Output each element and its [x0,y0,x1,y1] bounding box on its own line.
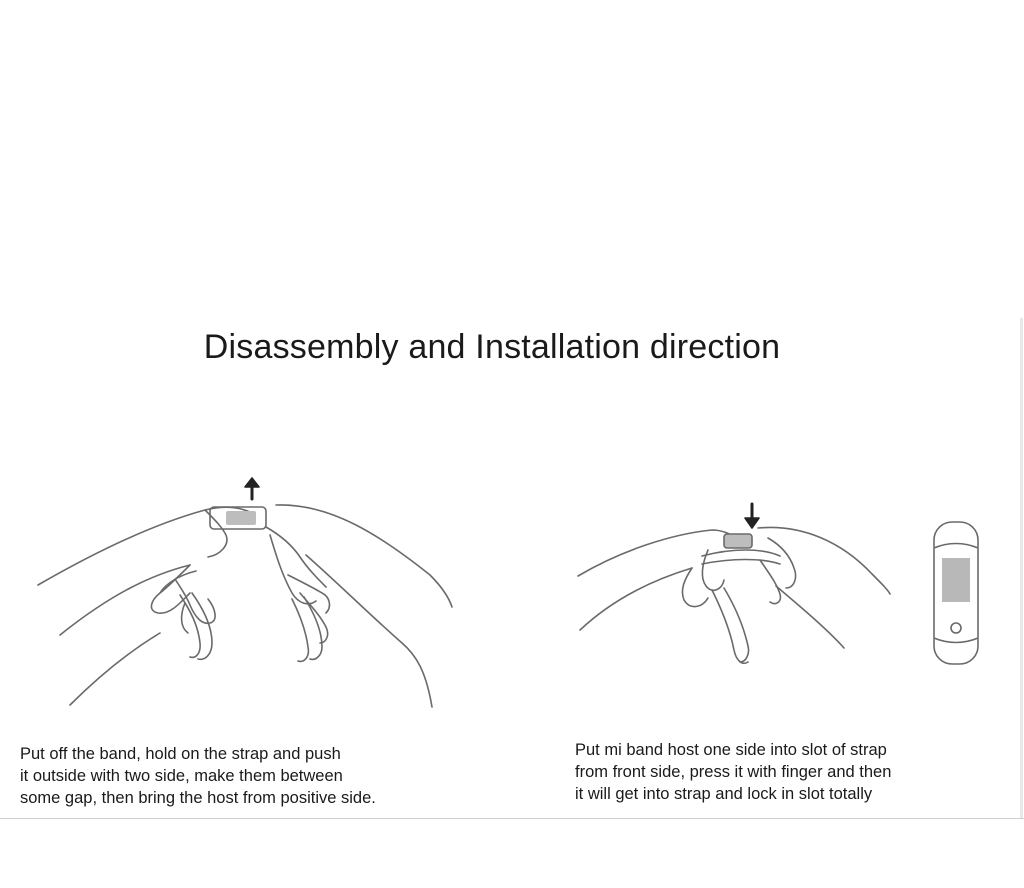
caption-line: it will get into strap and lock in slot totally [575,785,873,803]
caption-line: Put off the band, hold on the strap and push [20,745,341,763]
caption-line: from front side, press it with finger and then [575,763,892,781]
page-title: Disassembly and Installation direction [203,328,781,366]
caption-line: some gap, then bring the host from positive side. [20,789,376,807]
caption-line: Put mi band host one side into slot of strap [575,741,887,759]
band-strap-sketch [928,518,984,668]
disassembly-caption [20,743,376,809]
sheet-edge-divider [1020,318,1023,818]
installation-caption [575,739,891,805]
installation-illustration [572,490,902,680]
caption-line: it outside with two side, make them between [20,767,343,785]
disassembly-illustration [30,475,460,715]
